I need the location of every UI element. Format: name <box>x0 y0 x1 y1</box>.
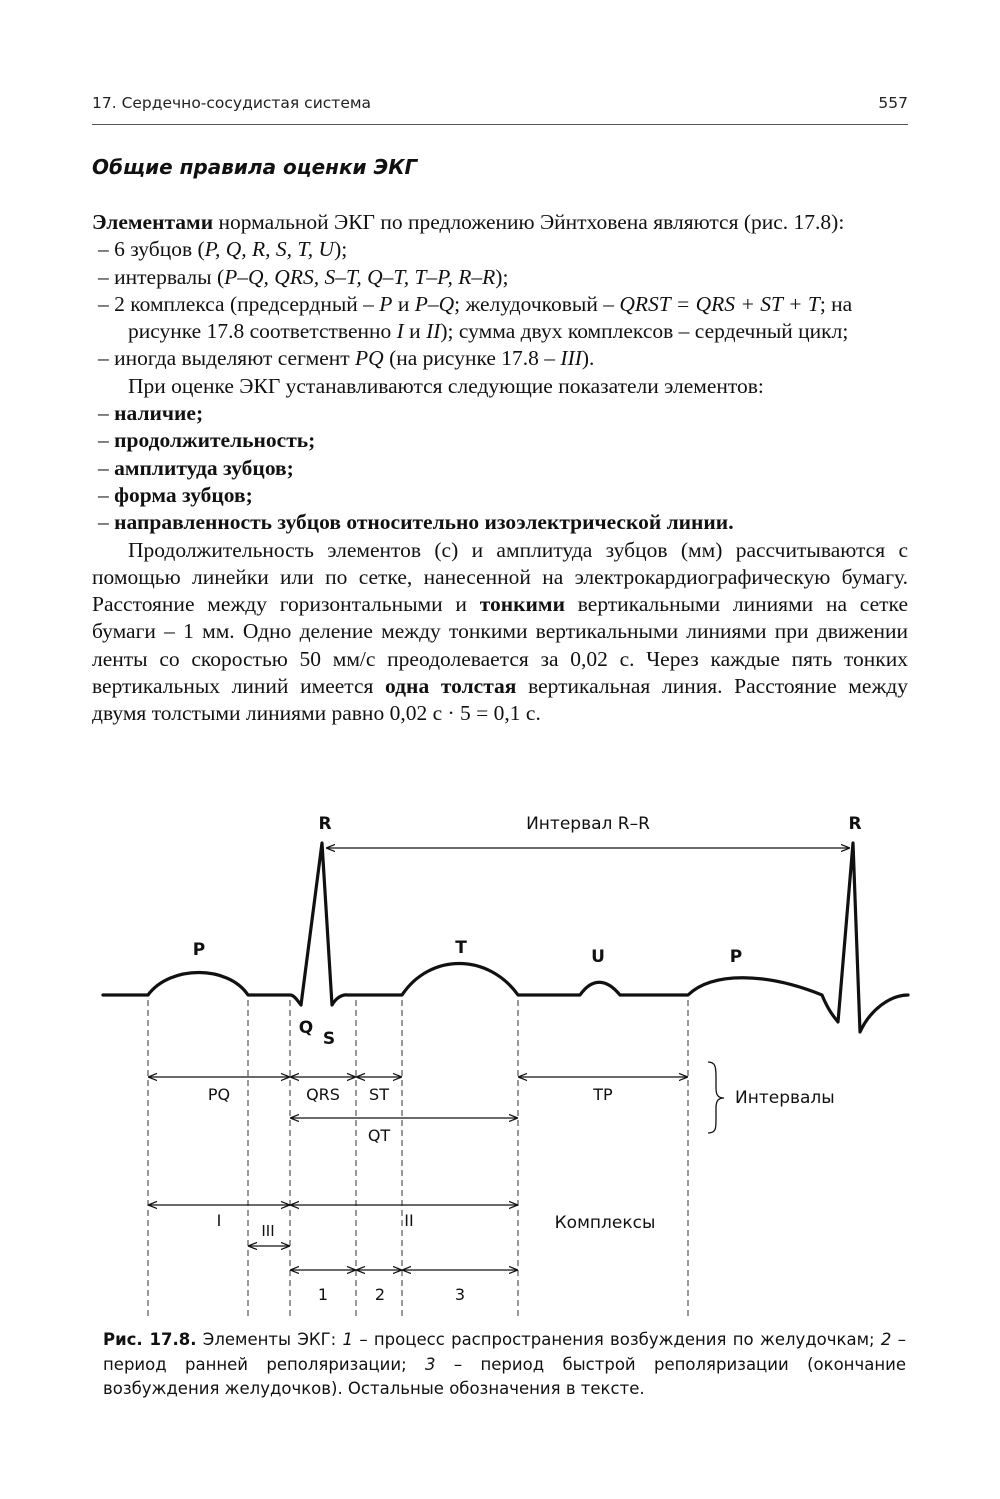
chapter-title: 17. Сердечно-сосудистая система <box>92 94 372 112</box>
rr-interval-label: Интервал R–R <box>526 814 650 834</box>
figure-labels <box>193 814 862 1304</box>
interval-arrows <box>149 848 849 1270</box>
complex-i-label: I <box>216 1211 222 1230</box>
intervals-group-label: Интервалы <box>735 1088 835 1108</box>
ecg-figure <box>0 800 1000 1325</box>
complex-ii-label: II <box>404 1211 414 1230</box>
list-item: – интервалы (P–Q, QRS, S–T, Q–T, T–P, R–R); <box>98 264 509 289</box>
figure-caption: Рис. 17.8. Элементы ЭКГ: 1 – процесс распространения возбуждения по желудочкам; 2 – период ранней реполяризации; 3 – период быстрой реполяризации (окончание возбуждения желудочков). Остальные обозначения в тексте. <box>103 1330 906 1398</box>
r-label: R <box>848 814 862 834</box>
p-label: P <box>192 940 206 960</box>
pq-label: PQ <box>207 1085 231 1104</box>
caption-label: Рис. 17.8. <box>103 1330 197 1349</box>
duration-paragraph: Продолжительность элементов (с) и амплитуда зубцов (мм) рассчитываются с помощью линейки или по сетке, нанесенной на электрокардиографическую бумагу. Расстояние между горизонтальными и тонкими вертикальными линиями на сетке бумаги – 1 мм. Одно деление между тонкими вертикальными линиями при движении ленты со скоростью 50 мм/с преодолевается за 0,02 с. Через каждые пять тонких вертикальных линий имеется одна толстая вертикальная линия. Расстояние между двумя толстыми линиями равно 0,02 с · 5 = 0,1 с. <box>92 537 908 726</box>
section-title: Общие правила оценки ЭКГ <box>92 155 418 179</box>
body-text <box>92 209 908 728</box>
t-label: T <box>455 938 467 958</box>
s-label: S <box>322 1029 336 1049</box>
q-label: Q <box>298 1018 314 1038</box>
qrs-label: QRS <box>306 1085 340 1104</box>
phase-1-label: 1 <box>317 1285 329 1304</box>
complex-iii-label: III <box>261 1222 275 1240</box>
u-label: U <box>591 947 605 967</box>
phase-3-label: 3 <box>454 1285 466 1304</box>
intervals-brace <box>708 1062 724 1133</box>
list-item: – 6 зубцов (P, Q, R, S, T, U); <box>98 237 348 262</box>
ecg-trace <box>103 843 908 1032</box>
phase-2-label: 2 <box>374 1285 386 1304</box>
intro-paragraph: Элементами нормальной ЭКГ по предложению Эйнтховена являются (рис. 17.8): <box>92 210 845 234</box>
indicators-intro: При оценке ЭКГ устанавливаются следующие показатели элементов: <box>128 373 764 398</box>
st-label: ST <box>369 1085 389 1104</box>
indicator-item: – наличие; <box>98 401 204 426</box>
indicator-item: – продолжительность; <box>98 428 316 453</box>
list-item: – 2 комплекса (предсердный – P и P–Q; желудочковый – QRST = QRS + ST + T; на рисунке 17.8 соответственно I и II); сумма двух комплексов – сердечный цикл; <box>98 291 853 344</box>
qt-label: QT <box>367 1126 391 1145</box>
indicator-item: – форма зубцов; <box>98 482 253 507</box>
r-label: R <box>318 814 332 834</box>
p-label: P <box>729 947 743 967</box>
indicator-item: – амплитуда зубцов; <box>98 455 294 480</box>
indicator-item: – направленность зубцов относительно изоэлектрической линии. <box>98 510 734 535</box>
complexes-group-label: Комплексы <box>554 1213 656 1233</box>
page-number: 557 <box>878 94 908 112</box>
tp-label: TP <box>593 1085 613 1104</box>
running-header <box>92 94 908 125</box>
list-item: – иногда выделяют сегмент PQ (на рисунке 17.8 – III). <box>98 346 595 371</box>
